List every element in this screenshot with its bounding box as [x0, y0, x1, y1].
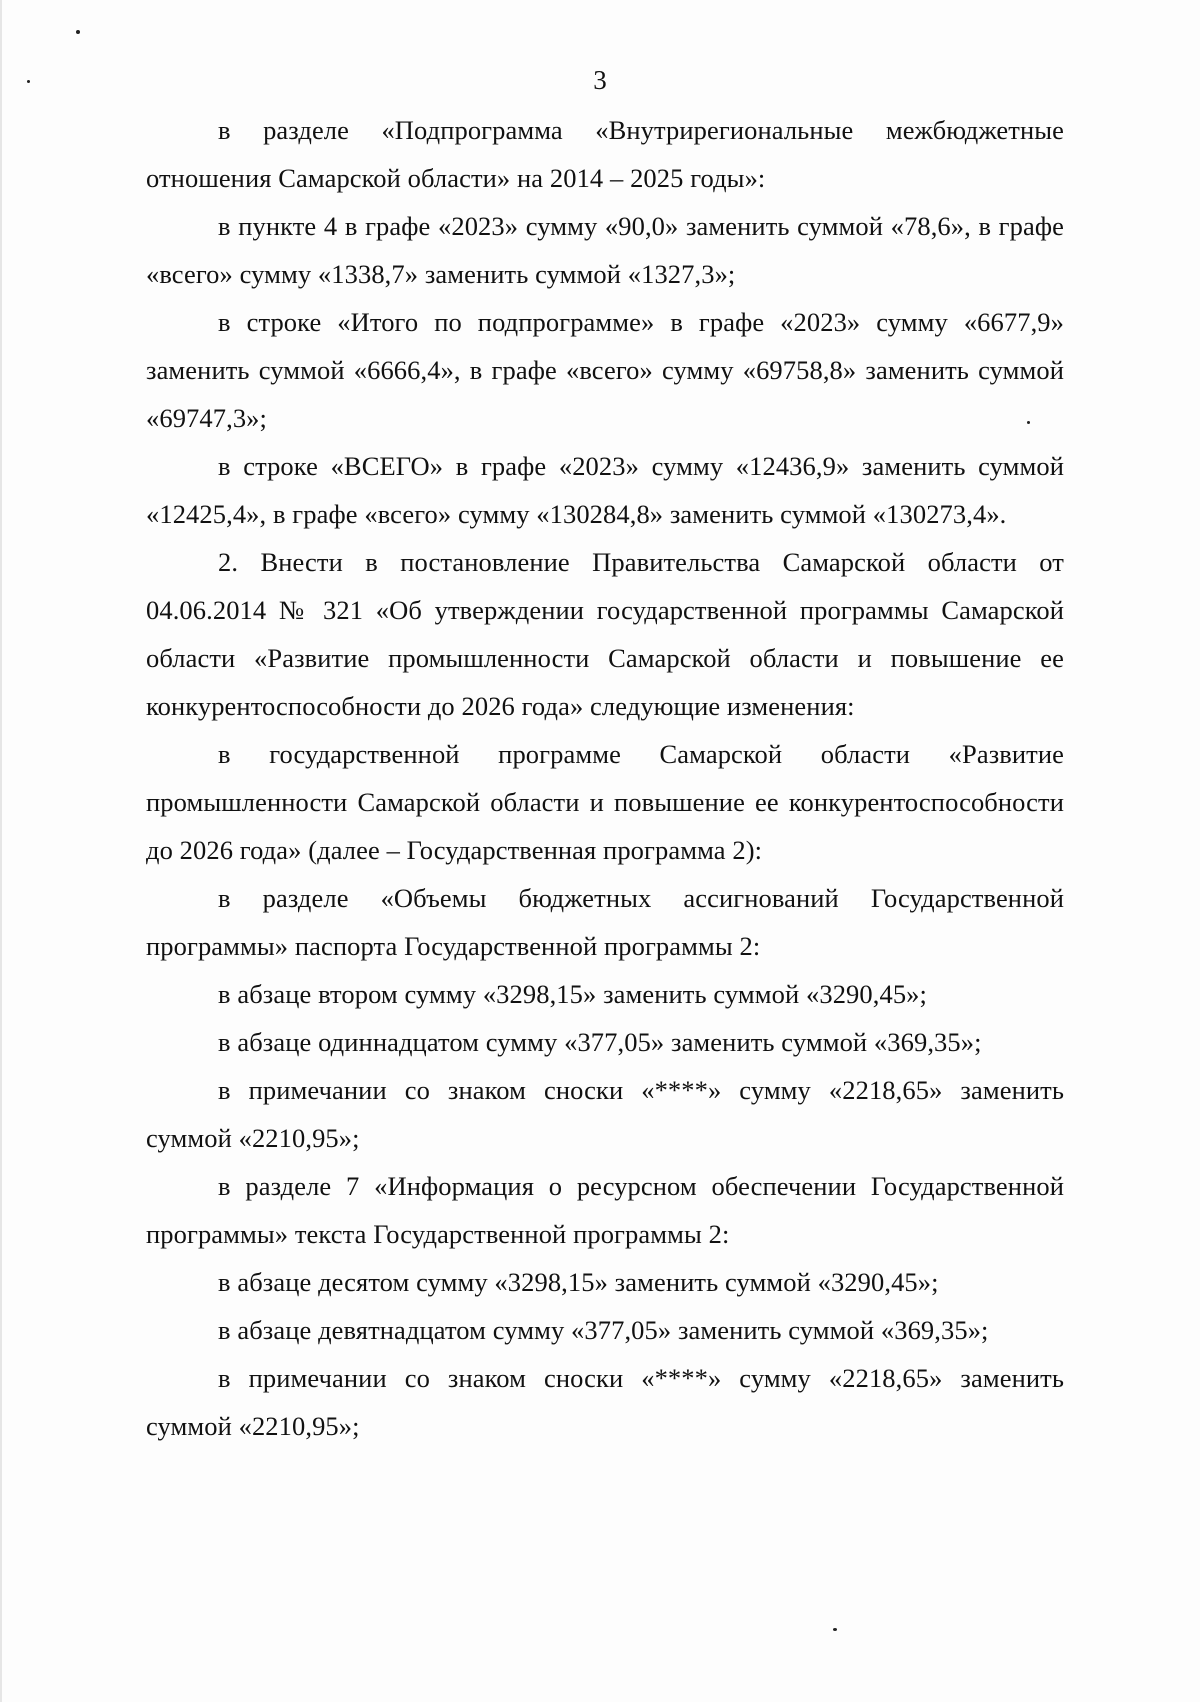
paragraph: в абзаце одиннадцатом сумму «377,05» заменить суммой «369,35»;: [218, 1027, 982, 1057]
page-number: 3: [593, 65, 607, 95]
paragraph: в примечании со знаком сноски «****» сумму «2218,65» заменить суммой «2210,95»;: [146, 1363, 1064, 1441]
paragraph: в абзаце десятом сумму «3298,15» заменить суммой «3290,45»;: [218, 1267, 939, 1297]
paragraph: в разделе «Объемы бюджетных ассигнований Государственной программы» паспорта Государственной программы 2:: [146, 883, 1064, 961]
scan-speck: [833, 1628, 837, 1631]
paragraph: в разделе 7 «Информация о ресурсном обеспечении Государственной программы» текста Государственной программы 2:: [146, 1171, 1064, 1249]
paragraph: в строке «ВСЕГО» в графе «2023» сумму «12436,9» заменить суммой «12425,4», в графе «всего» сумму «130284,8» заменить суммой «130273,4».: [146, 451, 1064, 529]
paragraph: 2. Внести в постановление Правительства Самарской области от 04.06.2014 № 321 «Об утверждении государственной программы Самарской области «Развитие промышленности Самарской области и повышение ее конкурентоспособности до 2026 года» следующие изменения:: [146, 547, 1064, 721]
paragraph: в примечании со знаком сноски «****» сумму «2218,65» заменить суммой «2210,95»;: [146, 1075, 1064, 1153]
page-edge: [0, 0, 2, 1702]
scan-speck: [76, 30, 80, 34]
paragraph: в разделе «Подпрограмма «Внутрирегиональные межбюджетные отношения Самарской области» на 2014 – 2025 годы»:: [146, 115, 1064, 193]
document-body: [146, 106, 1064, 1450]
paragraph: в абзаце девятнадцатом сумму «377,05» заменить суммой «369,35»;: [218, 1315, 989, 1345]
paragraph: в строке «Итого по подпрограмме» в графе «2023» сумму «6677,9» заменить суммой «6666,4», в графе «всего» сумму «69758,8» заменить суммой «69747,3»;: [146, 307, 1064, 433]
paragraph: в пункте 4 в графе «2023» сумму «90,0» заменить суммой «78,6», в графе «всего» сумму «1338,7» заменить суммой «1327,3»;: [146, 211, 1064, 289]
paragraph: в абзаце втором сумму «3298,15» заменить суммой «3290,45»;: [218, 979, 927, 1009]
paragraph: в государственной программе Самарской области «Развитие промышленности Самарской области и повышение ее конкурентоспособности до 2026 года» (далее – Государственная программа 2):: [146, 739, 1064, 865]
